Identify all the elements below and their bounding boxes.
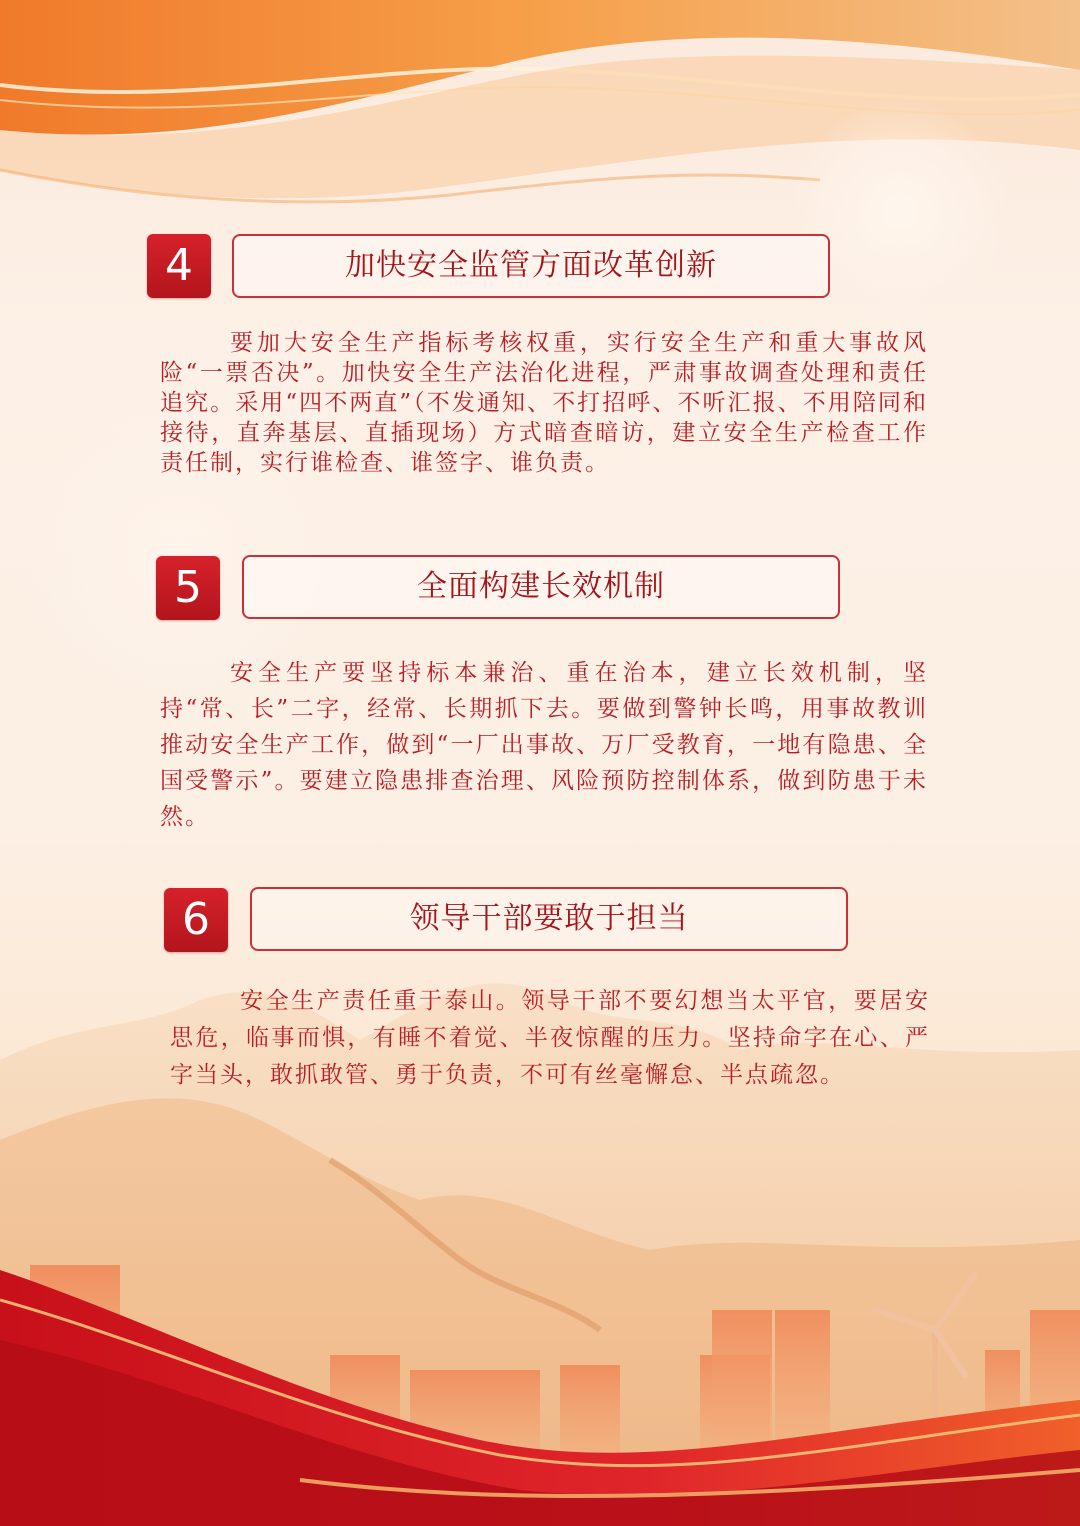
section-body: 安全生产责任重于泰山。领导干部不要幻想当太平官，要居安思危，临事而惧，有睡不着觉、半夜惊醒的压力。坚持命字在心、严字当头，敢抓敢管、勇于负责，不可有丝毫懈怠、半点疏忽。 xyxy=(170,988,930,1088)
section-title: 领导干部要敢于担当 xyxy=(250,887,848,951)
section-body: 安全生产要坚持标本兼治、重在治本，建立长效机制，坚持“常、长”二字，经常、长期抓下去。要做到警钟长鸣，用事故教训推动安全生产工作，做到“一厂出事故、万厂受教育，一地有隐患、全国受警示”。要建立隐患排查治理、风险预防控制体系，做到防患于未然。 xyxy=(160,660,928,830)
section-title: 加快安全监管方面改革创新 xyxy=(232,234,830,298)
section-number-badge: 4 xyxy=(147,234,211,298)
section-title: 全面构建长效机制 xyxy=(242,555,840,619)
section-body: 要加大安全生产指标考核权重，实行安全生产和重大事故风险“一票否决”。加快安全生产法治化进程，严肃事故调查处理和责任追究。采用“四不两直”（不发通知、不打招呼、不听汇报、不用陪同和接待，直奔基层、直插现场）方式暗查暗访，建立安全生产检查工作责任制，实行谁检查、谁签字、谁负责。 xyxy=(160,330,928,476)
section-number-badge: 6 xyxy=(164,888,228,952)
section-number-badge: 5 xyxy=(156,556,220,620)
